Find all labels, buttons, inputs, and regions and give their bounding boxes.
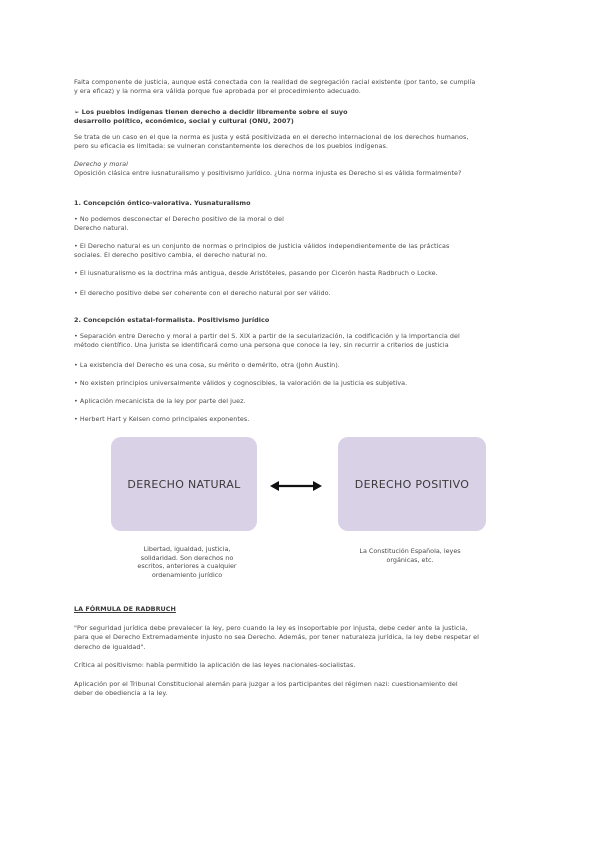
aplicacion-line: Aplicación por el Tribunal Constitucional alemán para juzgar a los participantes del régimen nazi: cuestionamiento del bbox=[74, 680, 458, 688]
quote-line: para que el Derecho Extremadamente injusto no sea Derecho. Además, por tener naturaleza jurídica, la ley debe respetar el bbox=[74, 633, 479, 642]
caption-line: escritos, anteriores a cualquier bbox=[137, 562, 237, 571]
bullet-line: Derecho natural. bbox=[74, 224, 129, 233]
derecho-natural-caption bbox=[126, 545, 248, 579]
bullet-line: sociales. El derecho positivo cambia, el derecho natural no. bbox=[74, 251, 268, 260]
derecho-natural-box: DERECHO NATURAL bbox=[111, 437, 257, 531]
caption-line: solidaridad. Son derechos no bbox=[140, 553, 234, 562]
bullet-line: método científico. Una jurista se identificará como una persona que conoce la ley, sin recurrir a criterios de justicia bbox=[74, 341, 449, 350]
section2-bullet: • No existen principios universalmente válidos y cognoscibles, la valoración de la justicia es subjetiva. bbox=[74, 379, 408, 387]
intro-paragraph bbox=[74, 78, 526, 97]
derecho-positivo-box: DERECHO POSITIVO bbox=[338, 437, 486, 531]
derecho-moral-title: Derecho y moral bbox=[74, 160, 128, 168]
bullet-line: • No podemos desconectar el Derecho positivo de la moral o del bbox=[74, 215, 284, 223]
caption-line: La Constitución Española, leyes bbox=[359, 547, 461, 555]
indigenous-text-line: pero su eficacia es limitada: se vulneran constantemente los derechos de los pueblos indígenas. bbox=[74, 142, 388, 151]
bullet-line: • El Derecho natural es un conjunto de normas o principios de justicia válidos independientemente de las prácticas bbox=[74, 242, 450, 250]
aplicacion-line: deber de obediencia a la ley. bbox=[74, 689, 168, 698]
intro-line: Falta componente de justicia, aunque está conectada con la realidad de segregación racial existente (por tanto, se cumplía bbox=[74, 78, 476, 86]
derecho-moral-text: Oposición clásica entre iusnaturalismo y positivismo jurídico. ¿Una norma injusta es Derecho si es válida formalmente? bbox=[74, 169, 462, 178]
radbruch-critica: Crítica al positivismo: había permitido la aplicación de las leyes nacionales-socialistas. bbox=[74, 661, 356, 669]
section2-bullet: • Aplicación mecanicista de la ley por parte del juez. bbox=[74, 397, 246, 405]
section2-heading: 2. Concepción estatal-formalista. Positivismo jurídico bbox=[74, 316, 270, 324]
caption-line: Libertad, igualdad, justicia, bbox=[143, 545, 231, 553]
indigenous-title-line: ➢ Los pueblos indígenas tienen derecho a decidir libremente sobre el suyo bbox=[74, 108, 348, 116]
radbruch-heading: LA FÓRMULA DE RADBRUCH bbox=[74, 605, 176, 613]
quote-line: derecho de igualdad". bbox=[74, 642, 146, 651]
quote-line: "Por seguridad jurídica debe prevalecer la ley, pero cuando la ley es insoportable por injusta, debe ceder ante la justicia, bbox=[74, 624, 468, 632]
caption-line: ordenamiento jurídico bbox=[151, 570, 223, 579]
intro-line: y era eficaz) y la norma era válida porque fue aprobada por el procedimiento adecuado. bbox=[74, 87, 361, 96]
derecho-positivo-caption bbox=[344, 547, 476, 564]
indigenous-title bbox=[74, 108, 526, 127]
section2-bullet bbox=[74, 332, 526, 351]
section2-bullet: • Herbert Hart y Kelsen como principales exponentes. bbox=[74, 415, 250, 423]
derecho-moral-section bbox=[74, 160, 526, 179]
section2-bullet: • La existencia del Derecho es una cosa, su mérito o demérito, otra (John Austin). bbox=[74, 361, 340, 369]
radbruch-quote bbox=[74, 624, 526, 652]
indigenous-title-line: desarrollo político, económico, social y cultural (ONU, 2007) bbox=[74, 117, 294, 126]
section1-bullet: • El derecho positivo debe ser coherente con el derecho natural por ser válido. bbox=[74, 289, 331, 297]
radbruch-aplicacion bbox=[74, 680, 526, 699]
section1-bullet bbox=[74, 242, 526, 261]
caption-line: orgánicas, etc. bbox=[386, 555, 434, 564]
bullet-line: • Separación entre Derecho y moral a partir del S. XIX a partir de la secularización, la codificación y la importancia del bbox=[74, 332, 460, 340]
section1-bullet: • El iusnaturalismo es la doctrina más antigua, desde Aristóteles, pasando por Cicerón hasta Radbruch o Locke. bbox=[74, 269, 438, 277]
indigenous-text-line: Se trata de un caso en el que la norma es justa y está positivizada en el derecho internacional de los derechos humanos, bbox=[74, 133, 469, 141]
double-arrow-icon bbox=[268, 477, 324, 495]
section1-heading: 1. Concepción óntico-valorativa. Yusnaturalismo bbox=[74, 199, 251, 207]
section1-bullet bbox=[74, 215, 526, 234]
indigenous-paragraph bbox=[74, 133, 526, 152]
